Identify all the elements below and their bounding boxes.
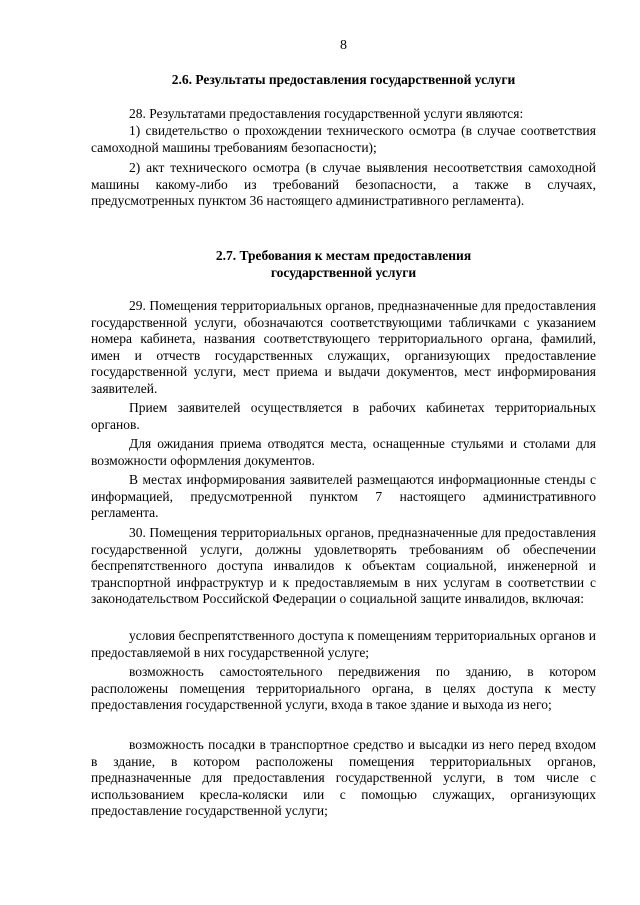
paragraph-28-item-2: 2) акт технического осмотра (в случае выявления несоответствия самоходной машины какому-либо из требований безопасности, а также в случаях, предусмотренных пунктом 36 настоящего административного регламента).	[91, 160, 596, 209]
paragraph-waiting-places: Для ожидания приема отводятся места, оснащенные стульями и столами для возможности оформления документов.	[91, 436, 596, 468]
section-heading-line-2: государственной услуги	[270, 264, 417, 280]
paragraph-28-intro: 28. Результатами предоставления государственной услуги являются:	[129, 106, 524, 121]
paragraph-vehicle-boarding: возможность посадки в транспортное средство и высадки из него перед входом в здание, в котором расположены помещения территориальных органов, предназначенные для предоставления государственной услуги, в том числе с использованием кресла-коляски или с помощью служащих, организующих предоставление государственной услуги;	[91, 737, 596, 819]
paragraph-28-item-1: 1) свидетельство о прохождении технического осмотра (в случае соответствия самоходной машины требованиям безопасности);	[91, 123, 596, 155]
paragraph-reception: Прием заявителей осуществляется в рабочих кабинетах территориальных органов.	[91, 400, 596, 432]
paragraph-movement: возможность самостоятельного передвижения по зданию, в котором расположены помещения территориального органа, в целях доступа к месту предоставления государственной услуги, входа в такое здание и выхода из него;	[91, 664, 596, 713]
page-number: 8	[340, 38, 347, 53]
paragraph-information-stands: В местах информирования заявителей размещаются информационные стенды с информацией, предусмотренной пунктом 7 настоящего административного регламента.	[91, 472, 596, 521]
section-heading-line-1: 2.7. Требования к местам предоставления	[215, 248, 472, 263]
paragraph-30: 30. Помещения территориальных органов, предназначенные для предоставления государственной услуги, должны удовлетворять требованиям об обеспечении беспрепятственного доступа инвалидов к объектам социальной, инженерной и транспортной инфраструктур и к предоставляемым в них услугам в соответствии с законодательством Российской Федерации о социальной защите инвалидов, включая:	[91, 525, 596, 607]
paragraph-access-conditions: условия беспрепятственного доступа к помещениям территориальных органов и предоставляемой в них государственной услуге;	[91, 628, 596, 660]
section-heading-results: 2.6. Результаты предоставления государственной услуги	[171, 72, 516, 87]
paragraph-29: 29. Помещения территориальных органов, предназначенные для предоставления государственной услуги, обозначаются соответствующими табличками с указанием номера кабинета, названия соответствующего территориального органа, фамилий, имен и отчеств государственных служащих, организующих предоставление государственной услуги, мест приема и выдачи документов, мест информирования заявителей.	[91, 298, 596, 396]
section-heading-requirements	[91, 248, 596, 281]
